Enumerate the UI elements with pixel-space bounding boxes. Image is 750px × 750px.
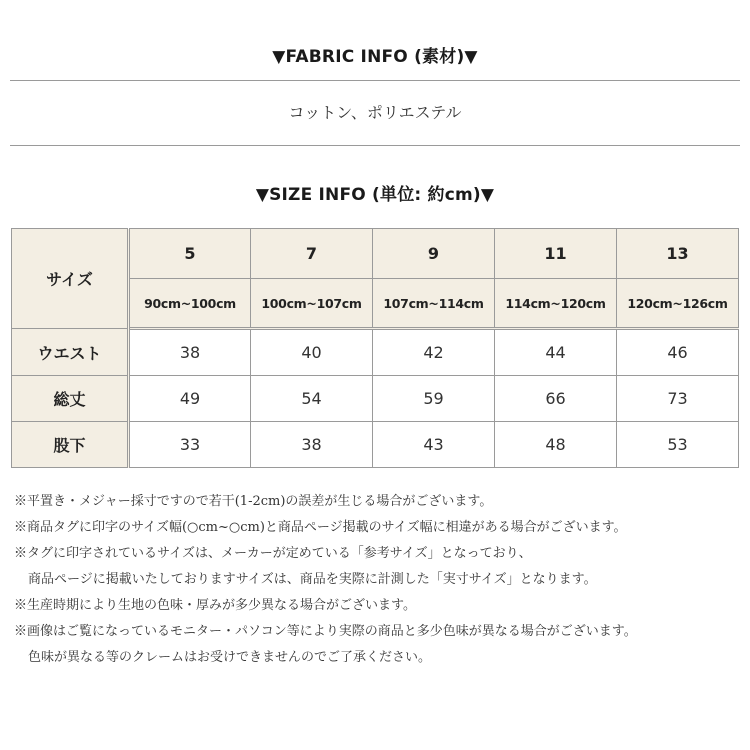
size-row-header: サイズ bbox=[12, 229, 129, 329]
table-cell: 66 bbox=[495, 376, 617, 422]
table-cell: 42 bbox=[373, 329, 495, 376]
note-line: ※生産時期により生地の色味・厚みが多少異なる場合がございます。 bbox=[14, 598, 416, 613]
table-cell: 54 bbox=[251, 376, 373, 422]
note-line: ※平置き・メジャー採寸ですので若干(1-2cm)の誤差が生じる場合がございます。 bbox=[14, 494, 493, 509]
fabric-info-heading: ▼FABRIC INFO (素材)▼ bbox=[272, 47, 478, 67]
note-line: ※商品タグに印字のサイズ幅(○cm~○cm)と商品ページ掲載のサイズ幅に相違がある場合がございます。 bbox=[14, 520, 627, 535]
table-cell: 59 bbox=[373, 376, 495, 422]
note-line: ※画像はご覧になっているモニター・パソコン等により実際の商品と多少色味が異なる場合がございます。 bbox=[14, 624, 637, 639]
table-row bbox=[12, 422, 739, 468]
table-row bbox=[12, 376, 739, 422]
table-cell: 38 bbox=[251, 422, 373, 468]
size-number-cell: 13 bbox=[617, 229, 739, 279]
note-line: ※タグに印字されているサイズは、メーカーが定めている「参考サイズ」となっており、 bbox=[14, 546, 532, 561]
size-table bbox=[11, 228, 739, 468]
row-label-total-length: 総丈 bbox=[12, 376, 129, 422]
fabric-value: コットン、ポリエステル bbox=[288, 103, 462, 122]
table-row bbox=[12, 329, 739, 376]
size-number-cell: 9 bbox=[373, 229, 495, 279]
table-cell: 43 bbox=[373, 422, 495, 468]
size-number-row bbox=[12, 229, 739, 279]
size-number-cell: 5 bbox=[129, 229, 251, 279]
table-cell: 49 bbox=[129, 376, 251, 422]
notes-section bbox=[14, 489, 740, 671]
table-cell: 53 bbox=[617, 422, 739, 468]
table-cell: 48 bbox=[495, 422, 617, 468]
size-number-cell: 7 bbox=[251, 229, 373, 279]
size-range-cell: 120cm~126cm bbox=[617, 279, 739, 329]
divider-top bbox=[10, 80, 740, 81]
row-label-waist: ウエスト bbox=[12, 329, 129, 376]
table-cell: 33 bbox=[129, 422, 251, 468]
table-cell: 40 bbox=[251, 329, 373, 376]
size-range-cell: 90cm~100cm bbox=[129, 279, 251, 329]
note-line: 商品ページに掲載いたしておりますサイズは、商品を実際に計測した「実寸サイズ」となります。 bbox=[28, 572, 597, 587]
size-range-cell: 107cm~114cm bbox=[373, 279, 495, 329]
table-cell: 73 bbox=[617, 376, 739, 422]
size-number-cell: 11 bbox=[495, 229, 617, 279]
size-range-cell: 100cm~107cm bbox=[251, 279, 373, 329]
table-cell: 46 bbox=[617, 329, 739, 376]
size-info-heading: ▼SIZE INFO (単位: 約cm)▼ bbox=[255, 185, 495, 205]
table-cell: 38 bbox=[129, 329, 251, 376]
row-label-inseam: 股下 bbox=[12, 422, 129, 468]
note-line: 色味が異なる等のクレームはお受けできませんのでご了承ください。 bbox=[28, 650, 432, 665]
table-cell: 44 bbox=[495, 329, 617, 376]
size-range-cell: 114cm~120cm bbox=[495, 279, 617, 329]
divider-bottom bbox=[10, 145, 740, 146]
